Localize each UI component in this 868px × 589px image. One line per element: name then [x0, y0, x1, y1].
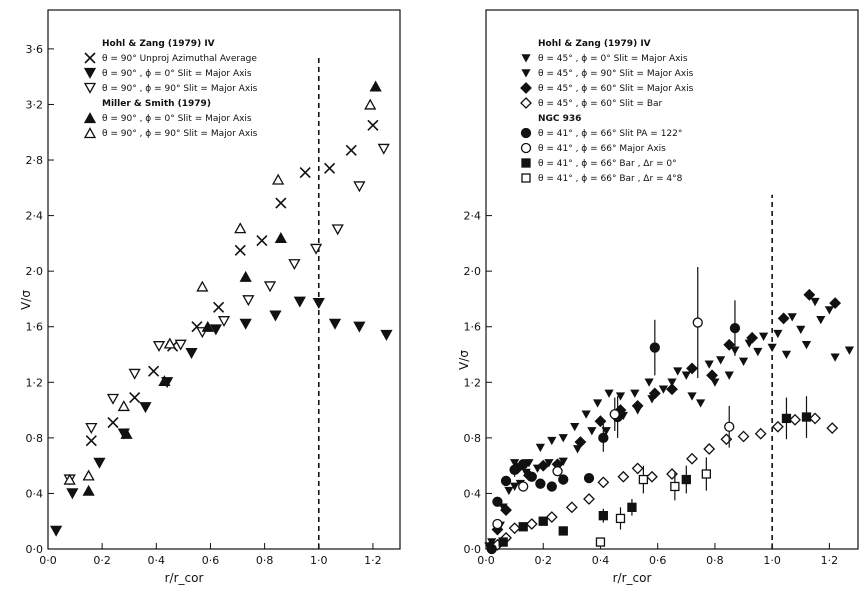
y-tick-label: 1·6 — [25, 320, 43, 334]
data-point — [599, 433, 608, 442]
data-point — [783, 351, 790, 357]
data-point — [774, 331, 781, 337]
x-tick-label: 0·2 — [93, 554, 111, 567]
data-point — [717, 357, 724, 363]
legend-entry: θ = 90° , ϕ = 0° Slit = Major Axis — [102, 114, 252, 124]
x-tick-label: 0·8 — [255, 554, 274, 567]
data-point — [300, 168, 310, 178]
y-tick-label: 1·6 — [463, 320, 481, 334]
x-tick-label: 0·0 — [39, 554, 57, 567]
data-point — [154, 342, 164, 351]
data-point — [381, 331, 391, 340]
data-point — [547, 482, 556, 491]
data-point — [519, 523, 527, 531]
data-point — [241, 272, 251, 281]
legend-entry: θ = 90° , ϕ = 90° Slit = Major Axis — [102, 84, 258, 94]
data-point — [782, 414, 790, 422]
data-point — [537, 444, 544, 450]
data-point — [628, 503, 636, 511]
data-point — [702, 470, 710, 478]
x-axis-label: r/r_cor — [612, 571, 652, 585]
legend-marker — [85, 114, 95, 123]
data-point — [539, 517, 547, 525]
data-point — [119, 401, 129, 410]
data-point — [598, 477, 608, 487]
data-point — [510, 465, 519, 474]
legend-entry: θ = 45° , ϕ = 60° Slit = Bar — [538, 99, 663, 109]
legend-marker — [523, 70, 530, 76]
legend-entry: θ = 90° , ϕ = 0° Slit = Major Axis — [102, 69, 252, 79]
series-5 — [493, 267, 734, 528]
data-point — [725, 422, 734, 431]
series-0 — [485, 314, 853, 550]
data-point — [633, 463, 643, 473]
data-point — [832, 354, 839, 360]
data-point — [149, 366, 159, 376]
legend-marker — [85, 69, 95, 78]
data-point — [243, 296, 253, 305]
data-point — [769, 344, 776, 350]
data-point — [505, 488, 512, 494]
legend-marker — [522, 159, 530, 167]
data-point — [368, 120, 378, 130]
data-point — [67, 489, 77, 498]
data-point — [789, 314, 796, 320]
y-tick-label: 3·6 — [25, 42, 43, 56]
legend-marker — [522, 144, 531, 153]
data-point — [779, 313, 789, 323]
y-tick-label: 1·2 — [25, 376, 43, 390]
data-point — [130, 369, 140, 378]
data-point — [683, 372, 690, 378]
data-point — [493, 497, 502, 506]
data-point — [536, 479, 545, 488]
legend-heading: Hohl & Zang (1979) IV — [538, 39, 651, 49]
data-point — [502, 476, 511, 485]
data-point — [235, 245, 245, 255]
series-1 — [488, 299, 833, 546]
data-point — [51, 526, 61, 535]
data-point — [817, 317, 824, 323]
data-point — [571, 424, 578, 430]
data-point — [721, 434, 731, 444]
data-point — [325, 163, 335, 173]
data-point — [257, 236, 267, 246]
data-point — [499, 538, 507, 546]
legend-entry: θ = 41° , ϕ = 66° Bar , Δr = 0° — [538, 159, 677, 169]
legend-marker — [521, 98, 531, 108]
legend-marker — [522, 129, 531, 138]
legend-entry: θ = 41° , ϕ = 66° Bar , Δr = 4°8 — [538, 174, 683, 184]
data-point — [365, 100, 375, 109]
data-point — [697, 400, 704, 406]
x-tick-label: 0·4 — [147, 554, 166, 567]
data-point — [631, 390, 638, 396]
data-point — [633, 401, 643, 411]
data-point — [706, 361, 713, 367]
y-tick-label: 2·0 — [463, 265, 481, 279]
series-1 — [51, 297, 391, 535]
legend-marker — [521, 83, 531, 93]
legend-marker — [85, 53, 95, 63]
data-point — [646, 379, 653, 385]
data-point — [86, 436, 96, 446]
data-point — [667, 469, 677, 479]
data-point — [599, 512, 607, 520]
x-tick-label: 1·0 — [310, 554, 328, 567]
x-tick-label: 0·0 — [477, 554, 495, 567]
data-point — [754, 349, 761, 355]
series-4 — [487, 300, 739, 553]
series-4 — [65, 100, 376, 484]
left-chart-panel — [19, 10, 400, 585]
y-tick-label: 2·4 — [463, 209, 481, 223]
y-tick-label: 3·2 — [25, 98, 43, 112]
data-point — [647, 472, 657, 482]
x-tick-label: 0·4 — [591, 554, 610, 567]
data-point — [803, 342, 810, 348]
data-point — [197, 282, 207, 291]
data-point — [84, 486, 94, 495]
data-point — [594, 400, 601, 406]
data-point — [276, 198, 286, 208]
data-point — [674, 368, 681, 374]
y-axis-label: V/σ — [19, 290, 33, 310]
data-point — [94, 458, 104, 467]
data-point — [235, 224, 245, 233]
legend-heading: Hohl & Zang (1979) IV — [102, 39, 215, 49]
data-point — [219, 317, 229, 326]
legend-entry: θ = 41° , ϕ = 66° Major Axis — [538, 144, 666, 154]
data-point — [330, 319, 340, 328]
data-point — [760, 333, 767, 339]
data-point — [740, 358, 747, 364]
data-point — [519, 460, 528, 469]
x-tick-label: 1·0 — [763, 554, 781, 567]
data-point — [510, 523, 520, 533]
legend-entry: θ = 41° , ϕ = 66° Slit PA = 122° — [538, 129, 683, 139]
x-tick-label: 0·2 — [534, 554, 552, 567]
data-point — [333, 225, 343, 234]
right-chart-panel — [457, 10, 858, 585]
data-point — [379, 144, 389, 153]
data-point — [314, 299, 324, 308]
data-point — [595, 416, 605, 426]
y-tick-label: 2·4 — [25, 209, 43, 223]
y-tick-label: 0·0 — [463, 543, 481, 556]
data-point — [682, 476, 690, 484]
data-point — [660, 386, 667, 392]
data-point — [187, 349, 197, 358]
data-point — [547, 512, 557, 522]
data-point — [130, 393, 140, 403]
x-tick-label: 1·2 — [364, 554, 382, 567]
data-point — [790, 415, 800, 425]
y-tick-label: 2·8 — [25, 154, 43, 168]
legend-entry: θ = 45° , ϕ = 60° Slit = Major Axis — [538, 84, 694, 94]
data-point — [730, 324, 739, 333]
data-point — [584, 494, 594, 504]
data-point — [273, 175, 283, 184]
data-point — [689, 393, 696, 399]
legend-heading: NGC 936 — [538, 114, 582, 124]
data-point — [756, 429, 766, 439]
data-point — [773, 422, 783, 432]
data-point — [687, 454, 697, 464]
data-point — [596, 538, 604, 546]
data-point — [826, 307, 833, 313]
legend-marker — [522, 174, 530, 182]
y-axis-label: V/σ — [457, 350, 471, 370]
data-point — [810, 413, 820, 423]
data-point — [354, 322, 364, 331]
series-2 — [65, 144, 389, 484]
data-point — [176, 340, 186, 349]
legend-entry: θ = 90° Unproj Azimuthal Average — [102, 54, 257, 64]
legend-marker — [85, 129, 95, 138]
x-tick-label: 1·2 — [820, 554, 839, 567]
series-3 — [84, 82, 381, 495]
x-tick-label: 0·6 — [648, 554, 667, 567]
data-point — [371, 82, 381, 91]
x-axis-label: r/r_cor — [164, 571, 204, 585]
legend-entry: θ = 45° , ϕ = 0° Slit = Major Axis — [538, 54, 688, 64]
y-tick-label: 0·8 — [463, 431, 481, 445]
y-tick-label: 0·4 — [463, 487, 481, 501]
data-point — [726, 372, 733, 378]
data-point — [797, 326, 804, 332]
data-point — [667, 384, 677, 394]
data-point — [276, 233, 286, 242]
data-point — [567, 502, 577, 512]
series-6 — [499, 396, 810, 546]
series-7 — [596, 457, 710, 546]
data-point — [108, 394, 118, 403]
data-point — [560, 435, 567, 441]
data-point — [585, 474, 594, 483]
data-point — [739, 431, 749, 441]
series-0 — [86, 120, 378, 445]
x-tick-label: 0·6 — [201, 554, 220, 567]
data-point — [270, 311, 280, 320]
data-point — [527, 472, 536, 481]
data-point — [548, 437, 555, 443]
data-point — [487, 545, 496, 554]
data-point — [610, 410, 619, 419]
data-point — [559, 527, 567, 535]
data-point — [618, 472, 628, 482]
y-tick-label: 0·4 — [25, 487, 43, 501]
data-point — [140, 403, 150, 412]
y-tick-label: 0·8 — [25, 431, 43, 445]
data-point — [812, 299, 819, 305]
data-point — [616, 514, 624, 522]
data-point — [346, 145, 356, 155]
data-point — [493, 519, 502, 528]
data-point — [588, 428, 595, 434]
data-point — [559, 475, 568, 484]
y-tick-label: 2·0 — [25, 265, 43, 279]
legend-marker — [523, 55, 530, 61]
data-point — [165, 339, 175, 348]
y-tick-label: 0·0 — [25, 543, 43, 556]
data-point — [704, 444, 714, 454]
x-tick-label: 0·8 — [706, 554, 724, 567]
data-point — [827, 423, 837, 433]
legend-marker — [85, 84, 95, 93]
data-point — [527, 519, 537, 529]
data-point — [583, 411, 590, 417]
data-point — [802, 413, 810, 421]
data-point — [553, 467, 562, 476]
legend-heading: Miller & Smith (1979) — [102, 99, 211, 109]
data-point — [693, 318, 702, 327]
data-point — [86, 424, 96, 433]
data-point — [214, 302, 224, 312]
data-point — [108, 418, 118, 428]
data-point — [519, 482, 528, 491]
legend-entry: θ = 90° , ϕ = 90° Slit = Major Axis — [102, 129, 258, 139]
data-point — [265, 282, 275, 291]
y-tick-label: 1·2 — [463, 376, 481, 390]
data-point — [289, 260, 299, 269]
legend-entry: θ = 45° , ϕ = 90° Slit = Major Axis — [538, 69, 694, 79]
data-point — [606, 390, 613, 396]
data-point — [84, 471, 94, 480]
data-point — [639, 476, 647, 484]
data-point — [846, 347, 853, 353]
data-point — [650, 343, 659, 352]
data-point — [295, 297, 305, 306]
data-point — [671, 482, 679, 490]
data-point — [241, 319, 251, 328]
data-point — [354, 182, 364, 191]
